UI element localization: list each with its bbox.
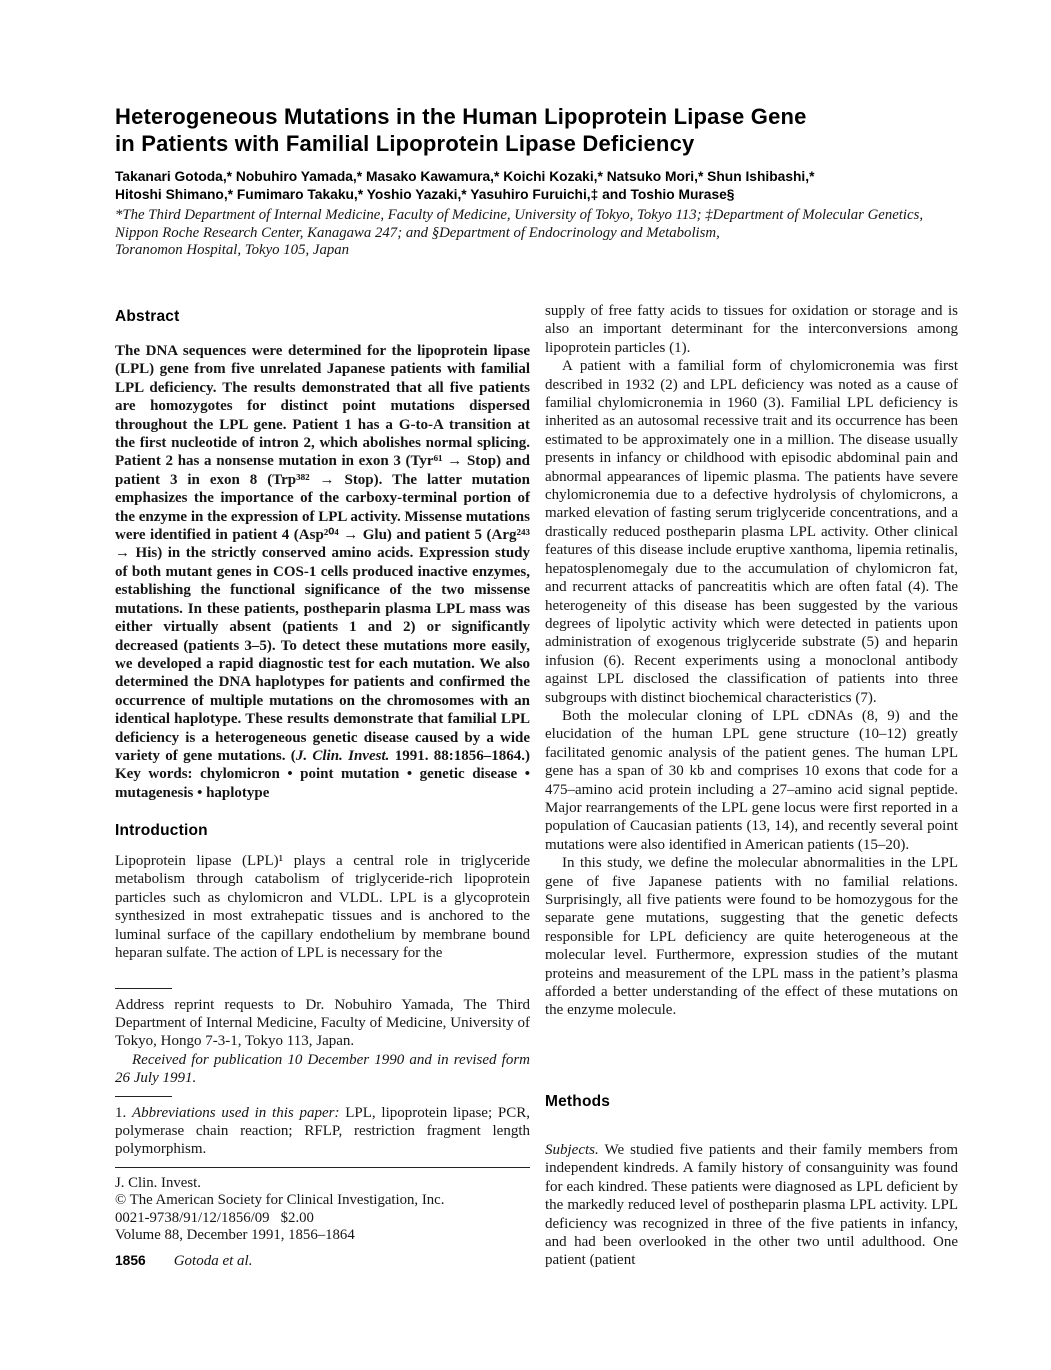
abstract-paragraph [115,342,530,802]
page-footer [115,1252,615,1270]
journal-copyright: © The American Society for Clinical Investigation, Inc. [115,1192,445,1209]
author-line-2: Hitoshi Shimano,* Fumimaro Takaku,* Yoshio Yazaki,* Yasuhiro Furuichi,‡ and Toshio Murase§ [115,186,735,202]
abbreviation-lead: Abbreviations used in this paper: [132,1105,340,1122]
journal-issn-price: 0021-9738/91/12/1856/09 $2.00 [115,1209,314,1226]
footnote-rule-top [115,988,172,989]
journal-copyright-block [115,1175,530,1245]
subjects-lead: Subjects. [545,1142,599,1158]
subjects-text: We studied five patients and their family members from independent kindreds. A family history of consanguinity was found for each kindred. These patients were diagnosed as LPL deficient by the markedly reduced level of postheparin plasma LPL activity. LPL deficiency was recognized in three of the five patients in infancy, and had been overlooked in the other two until adulthood. One patient (patient [545,1142,958,1269]
left-column [115,0,530,1370]
affiliation-line-2: Nippon Roche Research Center, Kanagawa 247; and §Department of Endocrinology and Metabolism, [115,224,720,241]
footnote-block [115,988,530,1245]
body-paragraph-gene-structure: Both the molecular cloning of LPL cDNAs (8, 9) and the elucidation of the human LPL gene structure (10–12) greatly facilitated genomic analysis of the patient genes. The human LPL gene has a span of 30 kb and comprises 10 exons that code for a 475–amino acid protein including a 27–amino acid signal peptide. Major rearrangements of the LPL gene locus were first reported in a population of Caucasian patients (13, 14), and recently several point mutations were also identified in American patients (15–20). [545,707,958,853]
article-title-line-2: in Patients with Familial Lipoprotein Lipase Deficiency [115,131,695,156]
body-paragraph-history: A patient with a familial form of chylomicronemia was first described in 1932 (2) and LPL deficiency was noted as a cause of familial chylomicronemia in 1960 (3). Familial LPL deficiency is inherited as an autosomal recessive trait and its occurrence has been estimated to be approximately one in a million. The disease usually presents in infancy or childhood with episodic abdominal pain and abnormal appearances of lipemic plasma. The patients have severe chylomicronemia due to a defective hydrolysis of chylomicrons, a marked elevation of fasting serum triglyceride concentrations, and a drastically reduced postheparin plasma LPL activity. Other clinical features of this disease include eruptive xanthoma, lipemia retinalis, hepatosplenomegaly due to the accumulation of chylomicron fat, and recurrent attacks of pancreatitis which are often fatal (4). The heterogeneity of this disease has been suggested by the various degrees of lipolytic activity which were detected in patients upon administration of exogenous triglyceride substrate (5) and heparin infusion (6). Recent experiments using a monoclonal antibody against LPL disclosed the classification of patients into three subgroups with distinct biochemical characteristics (7). [545,358,958,706]
introduction-paragraph: Lipoprotein lipase (LPL)¹ plays a central role in triglyceride metabolism through catabolism of triglyceride-rich lipoprotein particles such as chylomicron and VLDL. LPL is a glycoprotein synthesized in most extrahepatic tissues and is anchored to the luminal surface of the capillary endothelium by membrane bound heparan sulfate. The action of LPL is necessary for the [115,853,530,962]
abstract-text-main: The DNA sequences were determined for the lipoprotein lipase (LPL) gene from five unrelated Japanese patients with familial LPL deficiency. The results demonstrated that all five patients are homozygotes for distinct point mutations dispersed throughout the LPL gene. Patient 1 has a G-to-A transition at the first nucleotide of intron 2, which abolishes normal splicing. Patient 2 has a nonsense mutation in exon 3 (Tyr⁶¹ → Stop) and patient 3 in exon 8 (Trp³⁸² → Stop). The latter mutation emphasizes the importance of the carboxy-terminal portion of the enzyme in the expression of LPL activity. Missense mutations were identified in patient 4 (Asp²⁰⁴ → Glu) and patient 5 (Arg²⁴³ → His) in the strictly conserved amino acids. Expression study of both mutant genes in COS-1 cells produced inactive enzymes, establishing the functional significance of the two missense mutations. In these patients, postheparin plasma LPL mass was either virtually absent (patients 1 and 2) or significantly decreased (patients 3–5). To detect these mutations more easily, we developed a rapid diagnostic test for each mutation. We also determined the DNA haplotypes for patients and confirmed the occurrence of multiple mutations on the chromosomes with an identical haplotype. These results demonstrate that familial LPL deficiency is a heterogeneous genetic disease caused by a wide variety of gene mutations. ( [115,343,530,764]
abbreviations-footnote [115,1104,530,1159]
page-number: 1856 [115,1253,146,1268]
journal-volume: Volume 88, December 1991, 1856–1864 [115,1227,355,1244]
subjects-paragraph [545,1141,958,1270]
abbreviation-text: LPL, lipoprotein lipase; PCR, polymerase chain reaction; RFLP, restriction fragment length polymorphism. [115,1105,530,1158]
body-paragraph-study-summary: In this study, we define the molecular abnormalities in the LPL gene of five Japanese patients with no familial relations. Surprisingly, all five patients were found to be homozygous for the separate gene mutations, suggesting that the genetic defects responsible for LPL deficiency are quite heterogeneous at the molecular level. Furthermore, expression studies of the mutant proteins and measurement of the LPL mass in the patient’s plasma afforded a better understanding of the effect of these mutations on the enzyme molecule. [545,855,958,1019]
abstract-journal-citation: J. Clin. Invest. [295,747,390,764]
methods-section [545,1093,958,1270]
body-paragraph-continuation: supply of free fatty acids to tissues for oxidation or storage and is also an important determinant for the interconversions among lipoprotein particles (1). [545,303,958,356]
abstract-text-tail: 1991. 88:1856–1864.) Key words: chylomicron • point mutation • genetic disease • mutagenesis • haplotype [115,747,530,801]
affiliation-line-1: *The Third Department of Internal Medicine, Faculty of Medicine, University of Tokyo, Tokyo 113; ‡Department of Molecular Genetics, [115,207,924,224]
reprint-address-footnote: Address reprint requests to Dr. Nobuhiro Yamada, The Third Department of Internal Medicine, Faculty of Medicine, University of Tokyo, Hongo 7-3-1, Tokyo 113, Japan. [115,997,530,1050]
methods-heading: Methods [545,1093,611,1110]
journal-name: J. Clin. Invest. [115,1174,201,1191]
abstract-heading: Abstract [115,308,180,325]
received-date-footnote: Received for publication 10 December 1990 and in revised form 26 July 1991. [115,1051,530,1086]
article-title-line-1: Heterogeneous Mutations in the Human Lipoprotein Lipase Gene [115,104,807,129]
running-title: Gotoda et al. [173,1253,253,1269]
introduction-heading: Introduction [115,822,208,839]
right-column [545,0,958,1370]
affiliation-line-3: Toranomon Hospital, Tokyo 105, Japan [115,242,350,259]
footnote-rule-bottom [115,1167,530,1168]
abbreviation-number: 1. [115,1105,133,1122]
author-line-1: Takanari Gotoda,* Nobuhiro Yamada,* Masako Kawamura,* Koichi Kozaki,* Natsuko Mori,* Shun Ishibashi,* [115,169,815,184]
right-column-body [545,302,958,1020]
footnote-rule-middle [115,1096,172,1097]
